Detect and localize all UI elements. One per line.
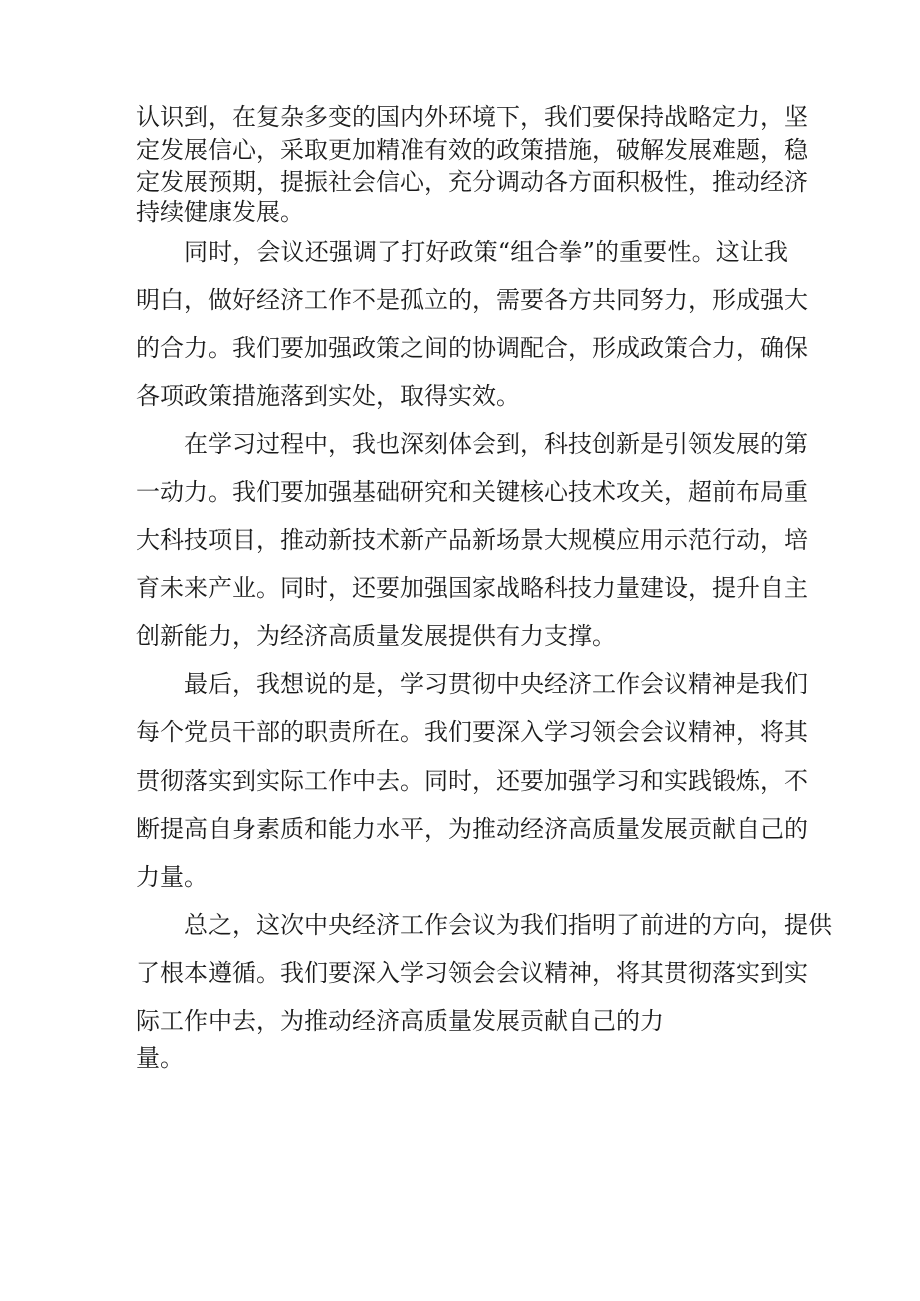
paragraph-1-line-4: 持续健康发展。 [136,198,304,226]
paragraph-1-line-3: 定发展预期，提振社会信心，充分调动各方面积极性，推动经济 [136,168,808,196]
paragraph-5-line-4: 量。 [136,1044,184,1072]
paragraph-3-line-1: 在学习过程中，我也深刻体会到，科技创新是引领发展的第 [184,430,808,458]
paragraph-2-line-4: 各项政策措施落到实处，取得实效。 [136,382,520,410]
paragraph-5-line-3: 际工作中去，为推动经济高质量发展贡献自己的力 [136,1007,664,1035]
paragraph-4-line-3: 贯彻落实到实际工作中去。同时，还要加强学习和实践锻炼，不 [136,767,808,795]
paragraph-2-line-2: 明白，做好经济工作不是孤立的，需要各方共同努力，形成强大 [136,286,808,314]
paragraph-3-line-5: 创新能力，为经济高质量发展提供有力支撑。 [136,622,616,650]
paragraph-5-line-2: 了根本遵循。我们要深入学习领会会议精神，将其贯彻落实到实 [136,959,808,987]
paragraph-4-line-4: 断提高自身素质和能力水平，为推动经济高质量发展贡献自己的 [136,815,808,843]
paragraph-4-line-1: 最后，我想说的是，学习贯彻中央经济工作会议精神是我们 [184,670,808,698]
paragraph-5-line-1: 总之，这次中央经济工作会议为我们指明了前进的方向，提供 [184,911,832,939]
paragraph-4-line-2: 每个党员干部的职责所在。我们要深入学习领会会议精神，将其 [136,718,808,746]
paragraph-2-line-1: 同时，会议还强调了打好政策“组合拳”的重要性。这让我 [184,238,788,266]
paragraph-3-line-4: 育未来产业。同时，还要加强国家战略科技力量建设，提升自主 [136,574,808,602]
paragraph-3-line-3: 大科技项目，推动新技术新产品新场景大规模应用示范行动，培 [136,526,808,554]
paragraph-4-line-5: 力量。 [136,863,208,891]
paragraph-3-line-2: 一动力。我们要加强基础研究和关键核心技术攻关，超前布局重 [136,478,808,506]
paragraph-1-line-2: 定发展信心，采取更加精准有效的政策措施，破解发展难题，稳 [136,136,808,164]
paragraph-2-line-3: 的合力。我们要加强政策之间的协调配合，形成政策合力，确保 [136,334,808,362]
paragraph-1-line-1: 认识到，在复杂多变的国内外环境下，我们要保持战略定力，坚 [136,103,808,131]
